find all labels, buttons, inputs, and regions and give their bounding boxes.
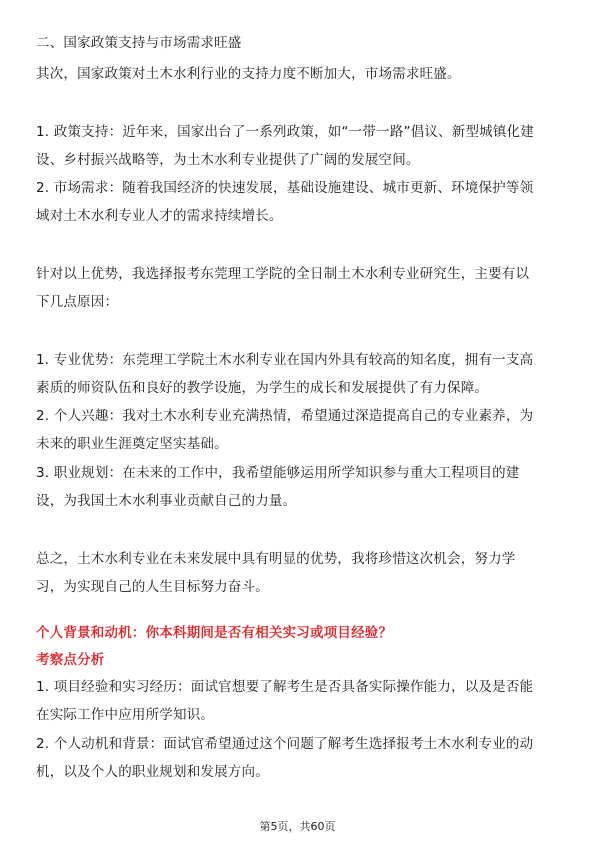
reason-2-line1: 2. 个人兴趣：我对土木水利专业充满热情，希望通过深造提高自己的专业素养，为 — [36, 408, 534, 424]
analysis-2-line2: 机，以及个人的职业规划和发展方向。 — [36, 764, 269, 780]
intro-line: 其次，国家政策对土木水利行业的支持力度不断加大，市场需求旺盛。 — [36, 66, 461, 82]
reason-1-line1: 1. 专业优势：东莞理工学院土木水利专业在国内外具有较高的知名度，拥有一支高 — [36, 352, 534, 368]
reason-2-line2: 未来的职业生涯奠定坚实基础。 — [36, 436, 228, 452]
reason-3-line1: 3. 职业规划：在未来的工作中，我希望能够运用所学知识参与重大工程项目的建 — [36, 465, 520, 481]
policy-item-line1: 1. 政策支持：近年来，国家出台了一系列政策，如“一带一路”倡议、新型城镇化建 — [36, 124, 534, 140]
market-item-line2: 域对土木水利专业人才的需求持续增长。 — [36, 208, 283, 224]
page-number: 第5页，共60页 — [259, 820, 336, 833]
analysis-1-line2: 在实际工作中应用所学知识。 — [36, 707, 215, 723]
market-item-line1: 2. 市场需求：随着我国经济的快速发展，基础设施建设、城市更新、环境保护等领 — [36, 180, 534, 196]
analysis-2-line1: 2. 个人动机和背景：面试官希望通过这个问题了解考生选择报考土木水利专业的动 — [36, 736, 534, 752]
reason-1-line2: 素质的师资队伍和良好的教学设施，为学生的成长和发展提供了有力保障。 — [36, 380, 489, 396]
reasons-intro-line2: 下几点原因： — [36, 294, 119, 310]
reason-3-line2: 设，为我国土木水利事业贡献自己的力量。 — [36, 493, 297, 509]
analysis-heading: 考察点分析 — [36, 652, 105, 668]
section-heading: 二、国家政策支持与市场需求旺盛 — [36, 35, 242, 51]
conclusion-line2: 习，为实现自己的人生目标努力奋斗。 — [36, 579, 269, 595]
conclusion-line1: 总之，土木水利专业在未来发展中具有明显的优势，我将珍惜这次机会，努力学 — [36, 551, 516, 567]
interview-question: 个人背景和动机：你本科期间是否有相关实习或项目经验？ — [36, 625, 393, 641]
analysis-1-line1: 1. 项目经验和实习经历：面试官想要了解考生是否具备实际操作能力，以及是否能 — [36, 679, 534, 695]
policy-item-line2: 设、乡村振兴战略等，为土木水利专业提供了广阔的发展空间。 — [36, 152, 420, 168]
reasons-intro-line1: 针对以上优势，我选择报考东莞理工学院的全日制土木水利专业研究生，主要有以 — [36, 266, 530, 282]
